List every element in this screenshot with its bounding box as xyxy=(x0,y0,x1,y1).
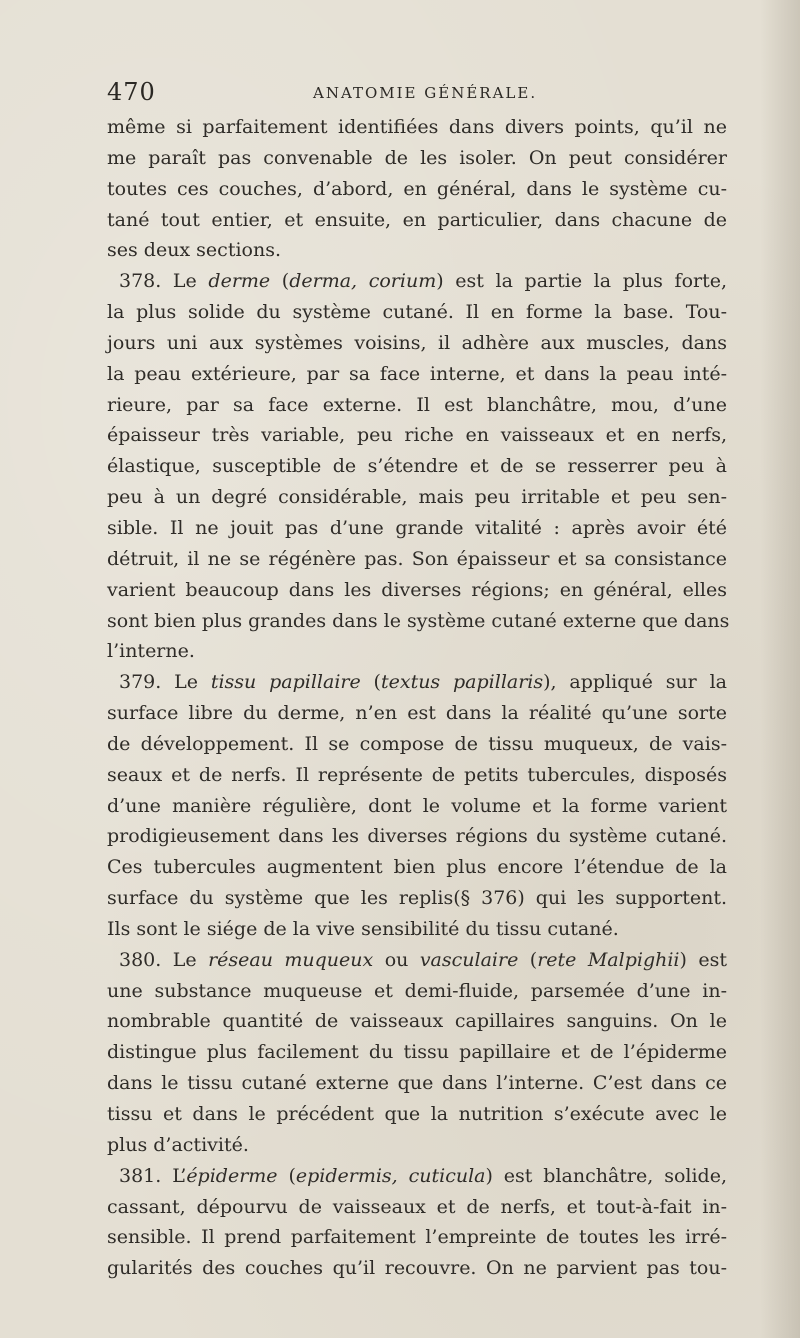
text-line xyxy=(107,266,727,297)
text-line xyxy=(107,451,727,482)
text-line xyxy=(107,235,727,266)
text-segment: tissu et dans le précédent que la nutrition s’exécute avec le xyxy=(107,1103,727,1125)
text-segment: ( xyxy=(277,1164,296,1187)
text-line xyxy=(107,112,727,143)
text-segment: 379. Le xyxy=(119,671,211,694)
text-segment: ( xyxy=(270,270,290,293)
text-line xyxy=(107,852,727,883)
text-segment: me paraît pas convenable de les isoler. On peut considérer xyxy=(107,146,727,169)
text-segment: ) est la partie la plus forte, xyxy=(436,270,728,293)
text-line xyxy=(107,636,727,667)
text-segment: tané tout entier, et ensuite, en particulier, dans chacune de xyxy=(107,208,727,231)
italic-text-segment: tissu papillaire xyxy=(210,671,361,694)
text-line xyxy=(107,698,727,729)
text-segment: nombrable quantité de vaisseaux capillaires sanguins. On le xyxy=(107,1010,727,1033)
italic-text-segment: epidermis, cuticula xyxy=(295,1164,486,1187)
text-line xyxy=(107,174,727,205)
text-segment: l’interne. xyxy=(107,640,195,663)
text-segment: varient beaucoup dans les diverses régions; en général, elles xyxy=(107,578,727,601)
text-segment: prodigieusement dans les diverses régions du système cutané. xyxy=(107,825,727,848)
text-line xyxy=(107,1068,727,1099)
italic-text-segment: textus papillaris xyxy=(380,671,544,694)
text-line xyxy=(107,914,727,945)
page-header xyxy=(107,78,727,110)
running-head: ANATOMIE GÉNÉRALE. xyxy=(313,84,538,102)
text-line xyxy=(107,821,727,852)
text-segment: 381. L’ xyxy=(119,1164,187,1187)
text-line xyxy=(107,1099,727,1130)
text-segment: plus d’activité. xyxy=(107,1133,249,1156)
text-line xyxy=(107,1222,727,1253)
text-line xyxy=(107,143,727,174)
italic-text-segment: derma, corium xyxy=(289,270,437,293)
text-segment: la plus solide du système cutané. Il en forme la base. Tou- xyxy=(107,301,727,324)
text-segment: ( xyxy=(518,948,538,971)
page-edge-shadow xyxy=(760,0,800,1338)
text-line xyxy=(107,1130,727,1161)
text-segment: 378. Le xyxy=(119,270,209,293)
text-segment: dans le tissu cutané externe que dans l’interne. C’est dans ce xyxy=(107,1072,727,1095)
text-segment: sont bien plus grandes dans le système cutané externe que dans xyxy=(107,609,730,632)
text-line xyxy=(107,544,727,575)
text-segment: seaux et de nerfs. Il représente de petits tubercules, disposés xyxy=(107,763,727,786)
text-segment: surface libre du derme, n’en est dans la réalité qu’une sorte xyxy=(107,702,727,725)
text-segment: la peau extérieure, par sa face interne, et dans la peau inté- xyxy=(107,362,727,385)
text-line xyxy=(107,482,727,513)
text-line xyxy=(107,328,727,359)
italic-text-segment: épiderme xyxy=(186,1164,278,1187)
text-line xyxy=(107,976,727,1007)
text-line xyxy=(107,729,727,760)
body-text xyxy=(107,112,730,1284)
text-segment: ) est blanchâtre, solide, xyxy=(485,1164,727,1187)
text-segment: toutes ces couches, d’abord, en général, dans le système cu- xyxy=(107,177,727,200)
text-segment: épaisseur très variable, peu riche en vaisseaux et en nerfs, xyxy=(107,424,727,447)
italic-text-segment: réseau muqueux xyxy=(208,948,374,971)
text-segment: sensible. Il prend parfaitement l’empreinte de toutes les irré- xyxy=(107,1226,727,1249)
text-line xyxy=(107,1161,727,1192)
text-segment: ), appliqué sur la xyxy=(543,671,727,694)
text-segment: élastique, susceptible de s’étendre et de se resserrer peu à xyxy=(107,455,727,478)
italic-text-segment: vasculaire xyxy=(419,948,519,971)
text-line xyxy=(107,1253,727,1284)
italic-text-segment: derme xyxy=(208,270,271,293)
text-segment: surface du système que les replis(§ 376) qui les supportent. xyxy=(107,887,727,910)
text-segment: jours uni aux systèmes voisins, il adhère aux muscles, dans xyxy=(107,331,727,354)
text-segment: ( xyxy=(360,671,381,694)
text-line xyxy=(107,667,727,698)
text-line xyxy=(107,1006,727,1037)
text-segment: rieure, par sa face externe. Il est blanchâtre, mou, d’une xyxy=(107,393,727,416)
text-segment: sible. Il ne jouit pas d’une grande vitalité : après avoir été xyxy=(107,516,727,539)
text-segment: d’une manière régulière, dont le volume et la forme varient xyxy=(107,794,727,817)
text-line xyxy=(107,390,727,421)
page-number: 470 xyxy=(107,78,156,106)
text-segment: ) est xyxy=(679,948,727,971)
text-line xyxy=(107,945,727,976)
text-line xyxy=(107,791,727,822)
text-segment: ou xyxy=(373,948,420,971)
text-line xyxy=(107,575,727,606)
text-segment: de développement. Il se compose de tissu muqueux, de vais- xyxy=(107,732,727,755)
text-line xyxy=(107,760,727,791)
italic-text-segment: rete Malpighii xyxy=(537,948,680,971)
text-line xyxy=(107,420,727,451)
text-line xyxy=(107,883,727,914)
text-line xyxy=(107,606,730,637)
text-line xyxy=(107,1192,727,1223)
text-segment: peu à un degré considérable, mais peu irritable et peu sen- xyxy=(107,486,727,509)
text-segment: Ces tubercules augmentent bien plus encore l’étendue de la xyxy=(107,856,727,879)
text-segment: cassant, dépourvu de vaisseaux et de nerfs, et tout-à-fait in- xyxy=(107,1195,727,1218)
text-segment: ses deux sections. xyxy=(107,239,281,262)
text-segment: 380. Le xyxy=(119,948,209,971)
text-line xyxy=(107,205,727,236)
text-segment: même si parfaitement identifiées dans divers points, qu’il ne xyxy=(107,116,727,138)
text-line xyxy=(107,1037,727,1068)
text-line xyxy=(107,297,727,328)
text-segment: distingue plus facilement du tissu papillaire et de l’épiderme xyxy=(107,1041,727,1064)
text-segment: gularités des couches qu’il recouvre. On ne parvient pas tou- xyxy=(107,1257,727,1280)
text-line xyxy=(107,513,727,544)
text-segment: Ils sont le siége de la vive sensibilité du tissu cutané. xyxy=(107,917,619,940)
text-segment: une substance muqueuse et demi-fluide, parsemée d’une in- xyxy=(107,979,727,1002)
text-line xyxy=(107,359,727,390)
text-segment: détruit, il ne se régénère pas. Son épaisseur et sa consistance xyxy=(107,547,727,570)
